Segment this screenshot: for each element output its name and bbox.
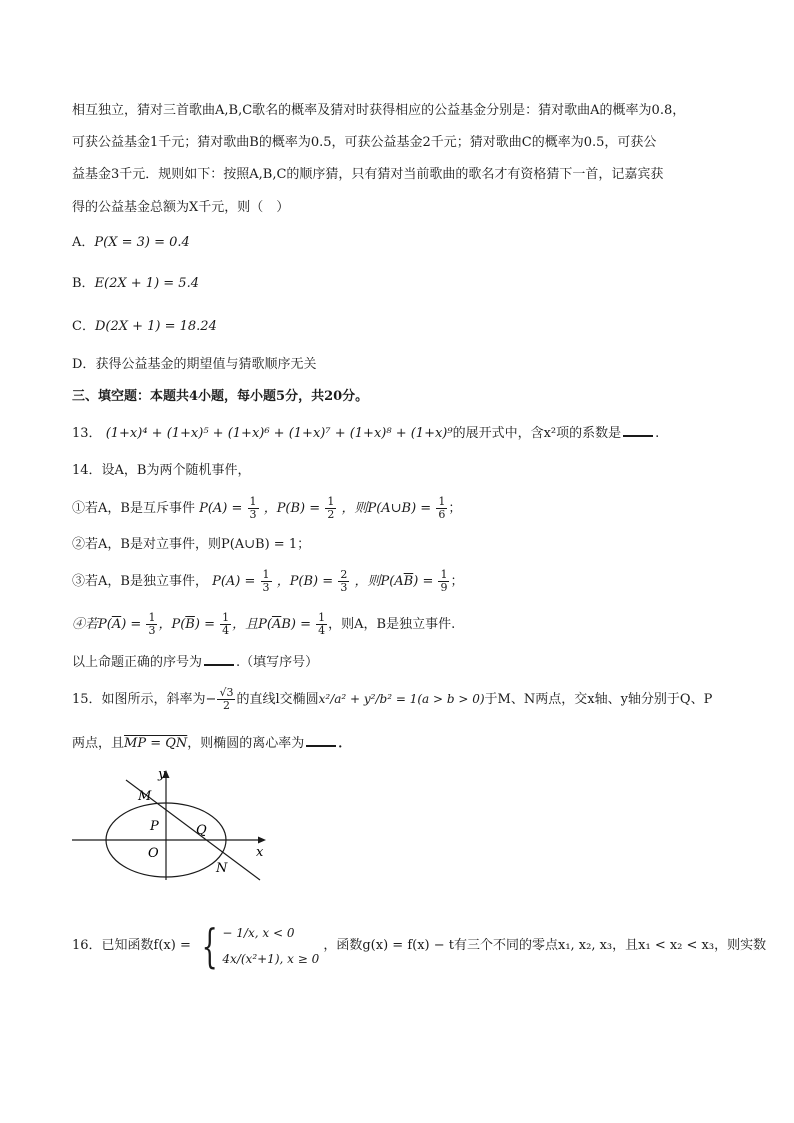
x-axis-arrow xyxy=(258,837,266,844)
q16-text: 16．已知函数f(x) = xyxy=(72,938,191,953)
prop-text: ) = xyxy=(413,574,434,589)
case-1: − 1/x, x < 0 xyxy=(222,926,295,940)
fraction: $\frac{1}{3}$ xyxy=(249,495,257,521)
q15-line-2 xyxy=(72,733,351,754)
label-y: y xyxy=(158,767,166,782)
prop-text: ，则P(A∪B) = xyxy=(341,501,432,516)
fraction: $\frac{1}{3}$ xyxy=(262,568,270,594)
fraction: $\frac{1}{3}$ xyxy=(148,611,156,637)
option-text: P(X = 3) = 0.4 xyxy=(94,235,190,250)
q14-prop-4 xyxy=(72,610,455,640)
prop-text: ，P(B) = xyxy=(263,501,321,516)
fraction: $\frac{1}{4}$ xyxy=(222,611,230,637)
prop-text: ，P(B) = xyxy=(276,574,334,589)
prop-text: ④若P( xyxy=(72,617,112,632)
piecewise-cases xyxy=(222,920,319,972)
option-label: B． xyxy=(72,276,95,291)
prop-text: ) = xyxy=(194,617,215,632)
q16 xyxy=(72,920,766,972)
label-n: N xyxy=(216,861,228,876)
option-label: D． xyxy=(72,357,96,372)
fraction: $\frac{2}{3}$ xyxy=(340,568,348,594)
q14-prop-3: ③若A，B是独立事件， P(A) = $\frac{1}{3}$ ，P(B) = $\frac{2}{3}$ ，则$P(A\overline{B})$ = $\frac{1}{9}$ ； xyxy=(72,568,464,594)
fraction: $\frac{1}{2}$ xyxy=(327,495,335,521)
section-heading: 三、填空题：本题共4小题，每小题5分，共20分。 xyxy=(72,389,369,404)
ellipse-equation: x²/a² + y²/b² = 1(a > b > 0) xyxy=(318,692,485,706)
q13-number: 13． xyxy=(72,426,102,441)
option-label: C． xyxy=(72,319,95,334)
prop-text: B) = xyxy=(281,617,311,632)
fraction: $\frac{1}{4}$ xyxy=(318,611,326,637)
q15-text: 于M、N两点，交x轴、y轴分别于Q、P xyxy=(484,692,713,707)
prop-text: ) = xyxy=(121,617,142,632)
prop-text: P(A) = xyxy=(199,501,243,516)
prop-text: ，则A，B是独立事件. xyxy=(328,617,456,632)
q12-option-c[interactable] xyxy=(72,317,217,337)
q13-expression: (1+x)⁴ + (1+x)⁵ + (1+x)⁶ + (1+x)⁷ + (1+x)⁸ + (1+x)⁹ xyxy=(105,426,453,441)
q14-conclusion xyxy=(72,652,318,673)
option-text: D(2X + 1) = 18.24 xyxy=(94,319,217,334)
prop-text: ，则P(A xyxy=(354,574,404,589)
q16-text: ，函数g(x) = f(x) − t有三个不同的零点x₁, x₂, x₃，且x₁ < x₂ < x₃，则实数 xyxy=(323,938,767,953)
prop-text: ①若A，B是互斥事件 xyxy=(72,501,195,516)
complement-a: $\overline{A}$ xyxy=(271,617,282,632)
fraction: $\frac{1}{6}$ xyxy=(438,495,446,521)
option-text: 获得公益基金的期望值与猜歌顺序无关 xyxy=(95,357,317,372)
option-label: A． xyxy=(72,235,95,250)
option-text: E(2X + 1) = 5.4 xyxy=(94,276,199,291)
complement-b: $\overline{B}$ xyxy=(185,617,195,632)
ellipse-figure xyxy=(66,762,286,887)
prop-text: ③若A，B是独立事件， xyxy=(72,574,208,589)
answer-blank[interactable] xyxy=(623,423,653,437)
complement-a: $\overline{A}$ xyxy=(111,617,122,632)
brace-icon: { xyxy=(201,919,218,973)
case-2: 4x/(x²+1), x ≥ 0 xyxy=(222,952,320,966)
q15-text: 15．如图所示，斜率为− xyxy=(72,692,217,707)
q15-line-1 xyxy=(72,683,712,716)
q15-text: 的直线l交椭圆 xyxy=(236,692,319,707)
q13-text: 的展开式中，含x²项的系数是 xyxy=(452,426,622,441)
q13 xyxy=(72,423,659,444)
vector-equation: MP = QN xyxy=(124,736,188,751)
prop-text: P(A) = xyxy=(212,574,256,589)
q14-intro: 14．设A，B为两个随机事件， xyxy=(72,463,251,478)
q12-line-3: 益基金3千元．规则如下：按照A,B,C的顺序猜，只有猜对当前歌曲的歌名才有资格猜下一首，记嘉宾获 xyxy=(72,167,664,182)
q12-line-1: 相互独立，猜对三首歌曲A,B,C歌名的概率及猜对时获得相应的公益基金分别是：猜对歌曲A的概率为0.8， xyxy=(72,103,686,118)
answer-blank[interactable] xyxy=(306,733,336,747)
label-o: O xyxy=(148,846,159,861)
q12-option-b[interactable] xyxy=(72,274,199,294)
conclusion-end: .（填写序号） xyxy=(236,655,319,670)
slope-fraction: $\frac{√3}{2}$ xyxy=(219,686,234,712)
prop-text: ，且P( xyxy=(232,617,272,632)
label-p: P xyxy=(150,819,159,834)
prop-text: ，P( xyxy=(158,617,186,632)
q15-end: ． xyxy=(338,736,352,751)
label-q: Q xyxy=(196,823,207,838)
q14-prop-1: ①若A，B是互斥事件 P(A) = $\frac{1}{3}$ ，P(B) = $\frac{1}{2}$ ，则P(A∪B) = $\frac{1}{6}$ ； xyxy=(72,495,462,521)
q12-line-2: 可获公益基金1千元；猜对歌曲B的概率为0.5，可获公益基金2千元；猜对歌曲C的概率为0.5，可获公 xyxy=(72,135,657,150)
q12-option-d[interactable] xyxy=(72,355,316,375)
q13-end: . xyxy=(655,426,660,441)
complement-b: $\overline{B}$ xyxy=(403,574,414,589)
fraction: $\frac{1}{9}$ xyxy=(440,568,448,594)
label-m: M xyxy=(138,789,152,804)
q14-prop-2: ②若A，B是对立事件，则P(A∪B) = 1； xyxy=(72,537,311,552)
label-x: x xyxy=(256,845,264,860)
q12-line-4: 得的公益基金总额为X千元，则（ ） xyxy=(72,200,290,215)
q15-text: 两点，且 xyxy=(72,736,125,751)
q15-text: ，则椭圆的离心率为 xyxy=(187,736,305,751)
conclusion-text: 以上命题正确的序号为 xyxy=(72,655,203,670)
answer-blank[interactable] xyxy=(204,652,234,666)
q12-option-a[interactable] xyxy=(72,233,190,253)
